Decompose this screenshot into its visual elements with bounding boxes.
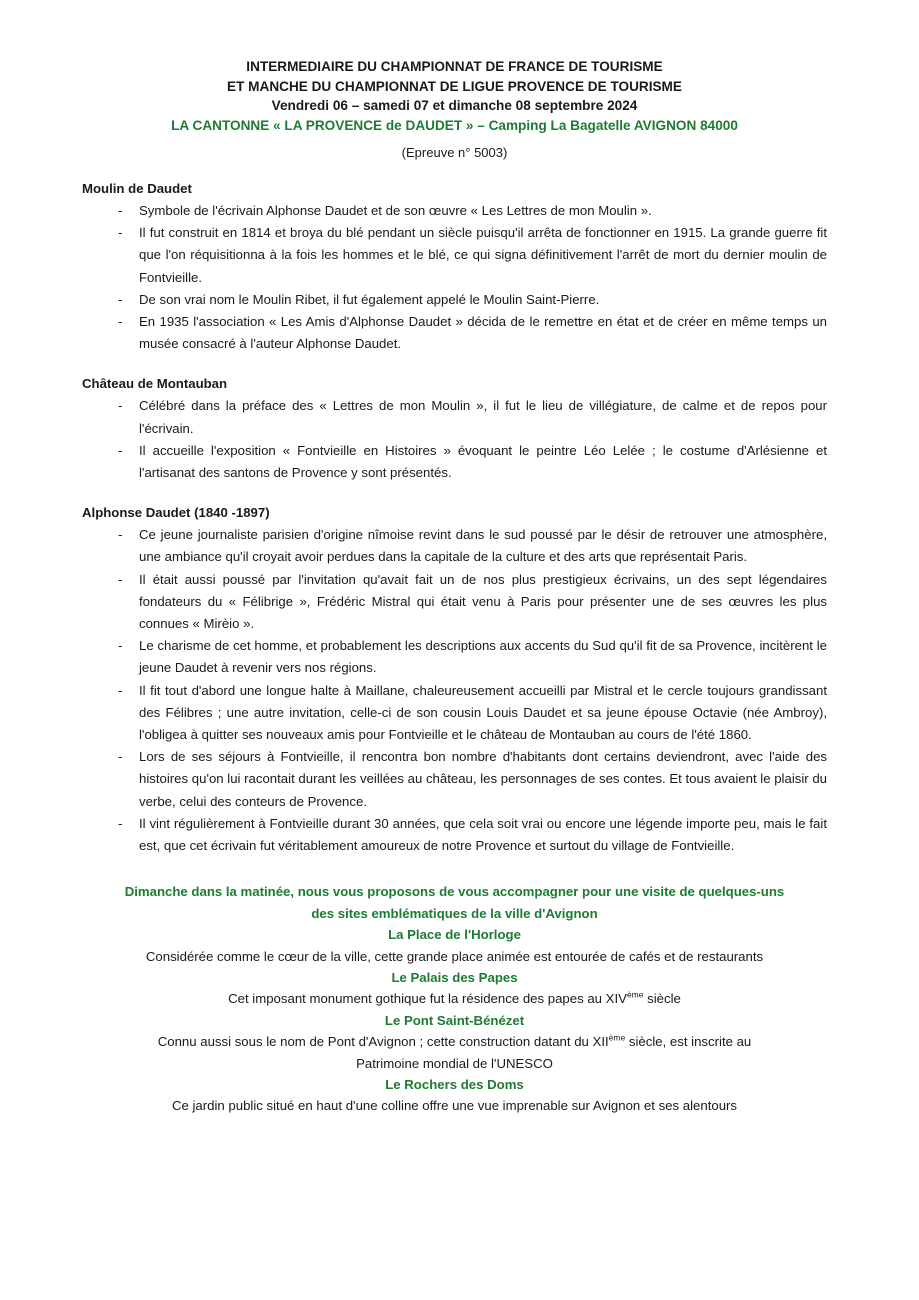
document-header <box>82 57 827 135</box>
bullet-dash: - <box>118 442 123 458</box>
bullet-item <box>82 746 827 813</box>
bullet-dash: - <box>118 638 123 654</box>
bullet-dash: - <box>118 749 123 765</box>
bullet-text: Il accueille l'exposition « Fontvieille en Histoires » évoquant le peintre Léo Lelée ; le costume d'Arlésienne et l'artisanat des santons de Provence y sont présentés. <box>139 442 827 481</box>
section <box>82 180 827 355</box>
site-name-pont-benezet: Le Pont Saint-Bénézet <box>384 1012 525 1028</box>
bullet-dash: - <box>118 225 123 241</box>
bullet-dash: - <box>118 203 123 218</box>
bullet-text: Le charisme de cet homme, et probablement les descriptions aux accents du Sud qu'il fit de sa Provence, incitèrent le jeune Daudet à revenir vers nos régions. <box>139 638 827 676</box>
site-desc-palais-papes <box>82 988 827 1009</box>
bullet-dash: - <box>118 571 123 587</box>
bullet-text: Lors de ses séjours à Fontvieille, il rencontra bon nombre d'habitants dont certains deviendront, avec l'aide des histoires qu'on lui racontait durant les veillées au château, les personnages de ses contes. Et tous avaient le plaisir du verbe, celui des conteurs de Provence. <box>139 749 827 809</box>
section <box>82 504 827 857</box>
bullet-text: Ce jeune journaliste parisien d'origine nîmoise revint dans le sud poussé par le désir de retrouver une atmosphère, une ambiance qu'il croyait avoir perdues dans la capitale de la culture et des arts que représentait Paris. <box>139 527 827 565</box>
bullet-item <box>82 524 827 568</box>
bullet-item <box>82 200 827 222</box>
visit-intro-line1: Dimanche dans la matinée, nous vous proposons de vous accompagner pour une visite de quelques-uns <box>124 884 785 900</box>
bullet-dash: - <box>118 815 123 831</box>
bullet-list <box>82 395 827 484</box>
sections-container <box>82 180 827 857</box>
site-name-rochers-doms: Le Rochers des Doms <box>385 1076 524 1092</box>
bullet-text: Célébré dans la préface des « Lettres de mon Moulin », il fut le lieu de villégiature, de calme et de repos pour l'écrivain. <box>139 398 827 436</box>
bullet-text: Il était aussi poussé par l'invitation qu'avait fait un de nos plus prestigieux écrivains, un des sept légendaires fondateurs du « Félibrige », Frédéric Mistral qui était venu à Paris pour présenter une de ses œuvres les plus connues « Mirèio ». <box>139 571 827 632</box>
site-desc-rochers-doms: Ce jardin public situé en haut d'une colline offre une vue imprenable sur Avignon et ses alentours <box>171 1098 738 1114</box>
bullet-text: De son vrai nom le Moulin Ribet, il fut également appelé le Moulin Saint-Pierre. <box>139 291 600 307</box>
bullet-item <box>82 635 827 679</box>
bullet-dash: - <box>118 682 123 698</box>
bullet-text: Il fut construit en 1814 et broya du blé pendant un siècle puisqu'il arrêta de fonctionner en 1915. La grande guerre fit que l'on réquisitionna à la fois les hommes et le blé, ce qui signa définitivement l'arrêt de mort du dernier moulin de Fontvieille. <box>139 225 827 285</box>
bullet-item <box>82 813 827 857</box>
bullet-text: En 1935 l'association « Les Amis d'Alphonse Daudet » décida de le remettre en état et de créer en même temps un musée consacré à l'auteur Alphonse Daudet. <box>139 314 827 352</box>
site-desc-palais-papes-suffix: siècle <box>643 991 681 1007</box>
section <box>82 375 827 484</box>
site-desc-pont-benezet-line2: Patrimoine mondial de l'UNESCO <box>356 1055 553 1071</box>
visit-intro-line2: des sites emblématiques de la ville d'Avignon <box>311 905 598 921</box>
bullet-list <box>82 200 827 355</box>
section-title: Moulin de Daudet <box>82 181 192 196</box>
header-dates: Vendredi 06 – samedi 07 et dimanche 08 septembre 2024 <box>271 98 638 113</box>
bullet-dash: - <box>118 314 123 330</box>
bullet-item <box>82 289 827 311</box>
bullet-item <box>82 569 827 636</box>
sunday-visit-block <box>82 881 827 1116</box>
century-superscript: ème <box>608 1032 626 1043</box>
section-title: Alphonse Daudet (1840 -1897) <box>82 505 270 521</box>
bullet-text: Il vint régulièrement à Fontvieille durant 30 années, que cela soit vrai ou encore une légende importe peu, mais le fait est, que cet écrivain fut véritablement amoureux de notre Provence et surtout du village de Fontvieille. <box>139 815 827 854</box>
bullet-text: Symbole de l'écrivain Alphonse Daudet et de son œuvre « Les Lettres de mon Moulin ». <box>139 203 652 218</box>
site-desc-pont-benezet-suffix: siècle, est inscrite au <box>625 1034 752 1050</box>
site-desc-pont-benezet <box>82 1031 827 1052</box>
site-name-place-horloge: La Place de l'Horloge <box>388 927 521 943</box>
bullet-dash: - <box>118 398 123 414</box>
site-desc-pont-benezet-text: Connu aussi sous le nom de Pont d'Avignon ; cette construction datant du XII <box>157 1034 609 1050</box>
bullet-list <box>82 524 827 857</box>
section-title: Château de Montauban <box>82 376 228 392</box>
bullet-text: Il fit tout d'abord une longue halte à Maillane, chaleureusement accueilli par Mistral et le cercle toujours grandissant des Félibres ; une autre invitation, celle-ci de son cousin Louis Daudet et sa jeune épouse Octavie (née Ambroy), l'obligea à quitter ses nouveaux amis pour Fontvieille et le château de Montauban au cours de l'été 1860. <box>139 682 827 743</box>
century-superscript: ème <box>626 989 644 1000</box>
bullet-dash: - <box>118 527 123 543</box>
bullet-dash: - <box>118 291 123 307</box>
header-title-line2: ET MANCHE DU CHAMPIONNAT DE LIGUE PROVENCE DE TOURISME <box>227 78 682 94</box>
site-desc-place-horloge: Considérée comme le cœur de la ville, cette grande place animée est entourée de cafés et de restaurants <box>145 948 764 964</box>
header-title-line1: INTERMEDIAIRE DU CHAMPIONNAT DE FRANCE DE TOURISME <box>246 59 663 74</box>
header-venue: LA CANTONNE « LA PROVENCE de DAUDET » – Camping La Bagatelle AVIGNON 84000 <box>171 117 738 133</box>
bullet-item <box>82 311 827 355</box>
bullet-item <box>82 222 827 289</box>
site-name-palais-papes: Le Palais des Papes <box>391 969 518 985</box>
bullet-item <box>82 395 827 439</box>
epreuve-number: (Epreuve n° 5003) <box>401 145 508 160</box>
bullet-item <box>82 680 827 747</box>
bullet-item <box>82 440 827 484</box>
site-desc-palais-papes-text: Cet imposant monument gothique fut la résidence des papes au XIV <box>228 991 627 1007</box>
